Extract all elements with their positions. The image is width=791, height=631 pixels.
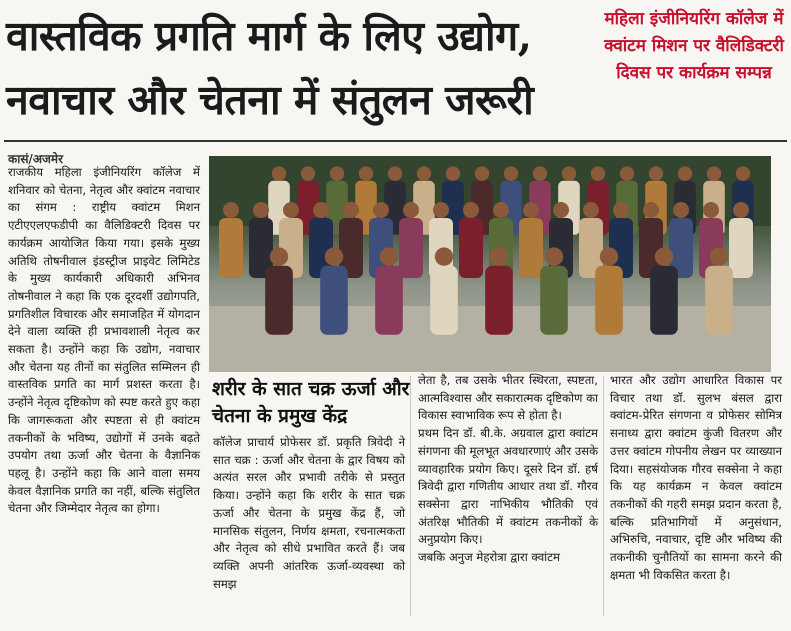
person-head: [359, 166, 373, 180]
person-head: [620, 166, 634, 180]
person-head: [545, 247, 563, 265]
person-head: [591, 166, 605, 180]
person-head: [643, 202, 659, 218]
person-body: [595, 266, 623, 335]
person-body: [265, 266, 293, 335]
side-headline: महिला इंजीनियरिंग कॉलेज में क्वांटम मिशन पर वैलिडिक्टरी दिवस पर कार्यक्रम सम्पन्न: [604, 9, 784, 83]
headline-divider: [4, 140, 787, 142]
person-body: [485, 266, 513, 335]
person-head: [673, 202, 689, 218]
person-head: [678, 166, 692, 180]
person-head: [343, 202, 359, 218]
article-column-3: लेता है, तब उसके भीतर स्थिरता, स्पष्टता, आत्मविश्वास और सकारात्मक दृष्टिकोण का विकास स्वाभाविक रूप से होता है। प्रथम दिन डॉ. बी.के. अग्रवाल द्वारा क्वांटम संगणना की मूलभूत अवधारणाएं और उसके व्यावहारिक प्रयोग किए। दूसरे दिन डॉ. हर्ष त्रिवेदी द्वारा गणितीय आधार तथा डॉ. गौरव सक्सेना द्वारा नाभिकीय भौतिकी एवं अंतरिक्ष भौतिकी में क्वांटम तकनीकों के अनुप्रयोग किए। जबकि अनुज मेहरोत्रा द्वारा क्वांटम: [418, 373, 598, 565]
person-head: [490, 247, 508, 265]
person-body: [375, 266, 403, 335]
person-head: [504, 166, 518, 180]
person-head: [253, 202, 269, 218]
group-photo-illustration: [209, 156, 771, 372]
person-head: [493, 202, 509, 218]
article-column-4: भारत और उद्योग आधारित विकास पर विचार तथा डॉ. सुलभ बंसल द्वारा क्वांटम-प्रेरित संगणना व प्रोफेसर सोमित्र सनाध्य द्वारा क्वांटम कुंजी वितरण और उत्तर क्वांटम गोपनीय लेखन पर व्याख्यान दिया। सहसंयोजक गौरव सक्सेना ने कहा कि यह कार्यक्रम न केवल क्वांटम तकनीकों की गहरी समझ प्रदान करता है, बल्कि प्रतिभागियों में अनुसंधान, अभिरुचि, नवाचार, दृष्टि और भविष्य की तकनीकी चुनौतियों का सामना करने की क्षमता भी विकसित करता है।: [610, 373, 782, 582]
person-head: [613, 202, 629, 218]
column-divider: [410, 376, 411, 616]
person-head: [283, 202, 299, 218]
person-head: [417, 166, 431, 180]
person-body: [459, 218, 483, 278]
person-head: [707, 166, 721, 180]
person-head: [446, 166, 460, 180]
column-divider: [603, 376, 604, 616]
person-head: [583, 202, 599, 218]
person-head: [435, 247, 453, 265]
person-body: [540, 266, 568, 335]
person-head: [272, 166, 286, 180]
person-body: [399, 218, 423, 278]
person-head: [433, 202, 449, 218]
person-head: [523, 202, 539, 218]
person-head: [380, 247, 398, 265]
person-head: [223, 202, 239, 218]
person-head: [313, 202, 329, 218]
person-head: [553, 202, 569, 218]
headline: [6, 4, 594, 132]
person-head: [710, 247, 728, 265]
person-head: [533, 166, 547, 180]
headline-line-1: वास्तविक प्रगति मार्ग के लिए उद्योग,: [6, 12, 532, 60]
person-head: [703, 202, 719, 218]
dateline: कासं/अजमेर: [8, 152, 63, 166]
person-head: [736, 166, 750, 180]
subheading: शरीर के सात चक्र ऊर्जा और चेतना के प्रमुख केंद्र: [212, 378, 410, 427]
person-head: [463, 202, 479, 218]
person-head: [600, 247, 618, 265]
person-body: [320, 266, 348, 335]
person-head: [373, 202, 389, 218]
person-body: [519, 218, 543, 278]
person-head: [733, 202, 749, 218]
headline-line-2: नवाचार और चेतना में संतुलन जरूरी: [6, 76, 534, 124]
person-head: [562, 166, 576, 180]
person-head: [655, 247, 673, 265]
person-head: [270, 247, 288, 265]
article-column-2: कॉलेज प्राचार्य प्रोफेसर डॉ. प्रकृति त्रिवेदी ने सात चक्र : ऊर्जा और चेतना के द्वार विषय को अत्यंत सरल और प्रभावी तरीके से प्रस्तुत किया। उन्होंने कहा कि शरीर के सात चक्र ऊर्जा और चेतना के प्रमुख केंद्र हैं, जो मानसिक संतुलन, निर्णय क्षमता, रचनात्मकता और नेतृत्व को सीधे प्रभावित करते हैं। जब व्यक्ति अपनी आंतरिक ऊर्जा-व्यवस्था को समझ: [213, 435, 405, 591]
person-body: [650, 266, 678, 335]
person-head: [325, 247, 343, 265]
person-head: [330, 166, 344, 180]
person-head: [388, 166, 402, 180]
person-body: [219, 218, 243, 278]
group-photo: [209, 156, 771, 372]
person-head: [301, 166, 315, 180]
person-body: [430, 266, 458, 335]
person-body: [729, 218, 753, 278]
article-column-1: राजकीय महिला इंजीनियरिंग कॉलेज में शनिवार को चेतना, नेतृत्व और क्वांटम नवाचार का संगम : राष्ट्रीय क्वांटम मिशन एटीएएलएफडीपी का वैलिडिक्टरी दिवस पर कार्यक्रम आयोजित किया गया। इसके मुख्य अतिथि तोषनीवाल इंडस्ट्रीज प्राइवेट लिमिटेड के मुख्य कार्यकारी अधिकारी अभिनव तोषनीवाल ने कहा कि एक दूरदर्शी उद्योगपति, प्रगतिशील विचारक और समाजहित में योगदान देने वाला व्यक्ति ही प्रभावशाली नेतृत्व कर सकता है। उन्होंने कहा कि उद्योग, नवाचार और चेतना यह तीनों का संतुलित सम्मिलन ही वास्तविक प्रगति का मार्ग प्रशस्त करता है। उन्होंने नेतृत्व दृष्टिकोण को स्पष्ट करते हुए कहा कि जागरूकता और स्पष्टता से ही क्वांटम तकनीकों के भविष्य, उद्योगों में उनके बढ़ते उपयोग तथा ऊर्जा और चेतना के वैज्ञानिक पहलू है। उन्होंने कहा कि आने वाला समय केवल वैज्ञानिक प्रगति का नहीं, बल्कि संतुलित चेतना और जिम्मेदार नेतृत्व का होगा।: [8, 165, 200, 516]
person-head: [475, 166, 489, 180]
person-body: [705, 266, 733, 335]
person-head: [649, 166, 663, 180]
person-head: [403, 202, 419, 218]
